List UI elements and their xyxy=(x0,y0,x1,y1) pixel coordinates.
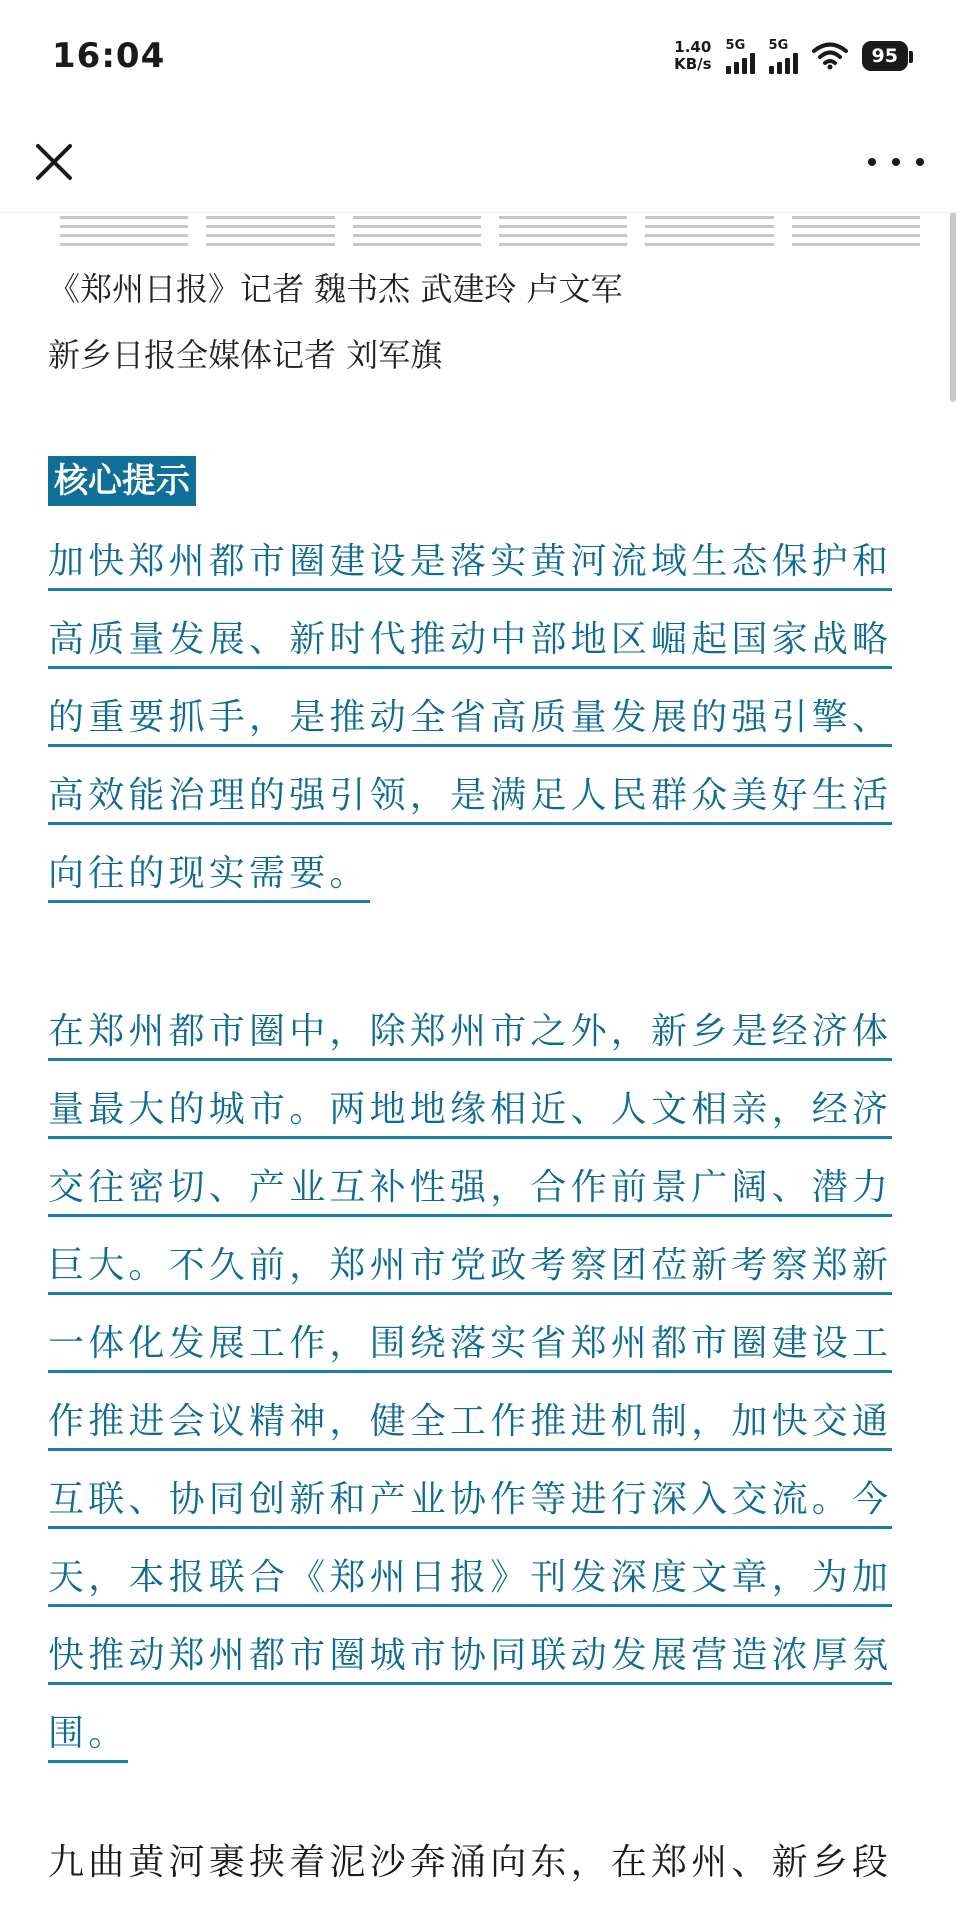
network-speed xyxy=(674,39,711,73)
paragraph-line: 天，本报联合《郑州日报》刊发深度文章，为加 xyxy=(48,1557,892,1607)
article-content xyxy=(0,212,960,1920)
body-text: 九曲黄河裹挟着泥沙奔涌向东，在郑州、新乡段 xyxy=(48,1842,893,1883)
paragraph-line: 向往的现实需要。 xyxy=(48,853,370,903)
paragraph-line: 作推进会议精神，健全工作推进机制，加快交通 xyxy=(48,1401,892,1451)
signal-2 xyxy=(769,39,798,74)
top-nav-bar xyxy=(0,112,960,213)
signal-1-label: 5G xyxy=(725,37,746,53)
status-icons xyxy=(674,39,908,74)
wifi-icon xyxy=(812,42,848,70)
paragraph-line: 互联、协同创新和产业协作等进行深入交流。今 xyxy=(48,1479,892,1529)
paragraph-line: 交往密切、产业互补性强，合作前景广阔、潜力 xyxy=(48,1167,892,1217)
paragraph-line: 围。 xyxy=(48,1713,128,1763)
battery-indicator: 95 xyxy=(862,41,908,71)
core-tip-label: 核心提示 xyxy=(48,456,196,506)
more-icon xyxy=(868,158,876,166)
close-icon xyxy=(30,138,78,186)
close-button[interactable] xyxy=(30,138,78,186)
byline-reporters-zhengzhou: 《郑州日报》记者 魏书杰 武建玲 卢文军 xyxy=(48,270,623,308)
paragraph-line: 高质量发展、新时代推动中部地区崛起国家战略 xyxy=(48,619,892,669)
newspaper-image xyxy=(60,212,920,252)
paragraph-line: 高效能治理的强引领，是满足人民群众美好生活 xyxy=(48,775,892,825)
paragraph-line: 一体化发展工作，围绕落实省郑州都市圈建设工 xyxy=(48,1323,892,1373)
network-speed-unit: KB/s xyxy=(674,55,712,73)
status-time: 16:04 xyxy=(52,36,166,76)
paragraph-line: 加快郑州都市圈建设是落实黄河流域生态保护和 xyxy=(48,541,892,591)
paragraph-line: 的重要抓手，是推动全省高质量发展的强引擎、 xyxy=(48,697,892,747)
paragraph-line: 快推动郑州都市圈城市协同联动发展营造浓厚氛 xyxy=(48,1635,892,1685)
signal-2-label: 5G xyxy=(768,37,789,53)
signal-1 xyxy=(726,39,755,74)
intro-paragraph xyxy=(48,1000,916,1780)
byline-reporter-xinxiang: 新乡日报全媒体记者 刘军旗 xyxy=(48,336,443,374)
signal-bars-icon xyxy=(769,52,798,74)
paragraph-line: 在郑州都市圈中，除郑州市之外，新乡是经济体 xyxy=(48,1011,892,1061)
paragraph-line: 巨大。不久前，郑州市党政考察团莅新考察郑新 xyxy=(48,1245,892,1295)
more-options-button[interactable] xyxy=(868,138,924,186)
status-bar xyxy=(0,0,960,112)
core-tip-paragraph xyxy=(48,530,916,920)
signal-bars-icon xyxy=(726,52,755,74)
paragraph-line: 量最大的城市。两地地缘相近、人文相亲，经济 xyxy=(48,1089,892,1139)
network-speed-value: 1.40 xyxy=(674,38,712,56)
